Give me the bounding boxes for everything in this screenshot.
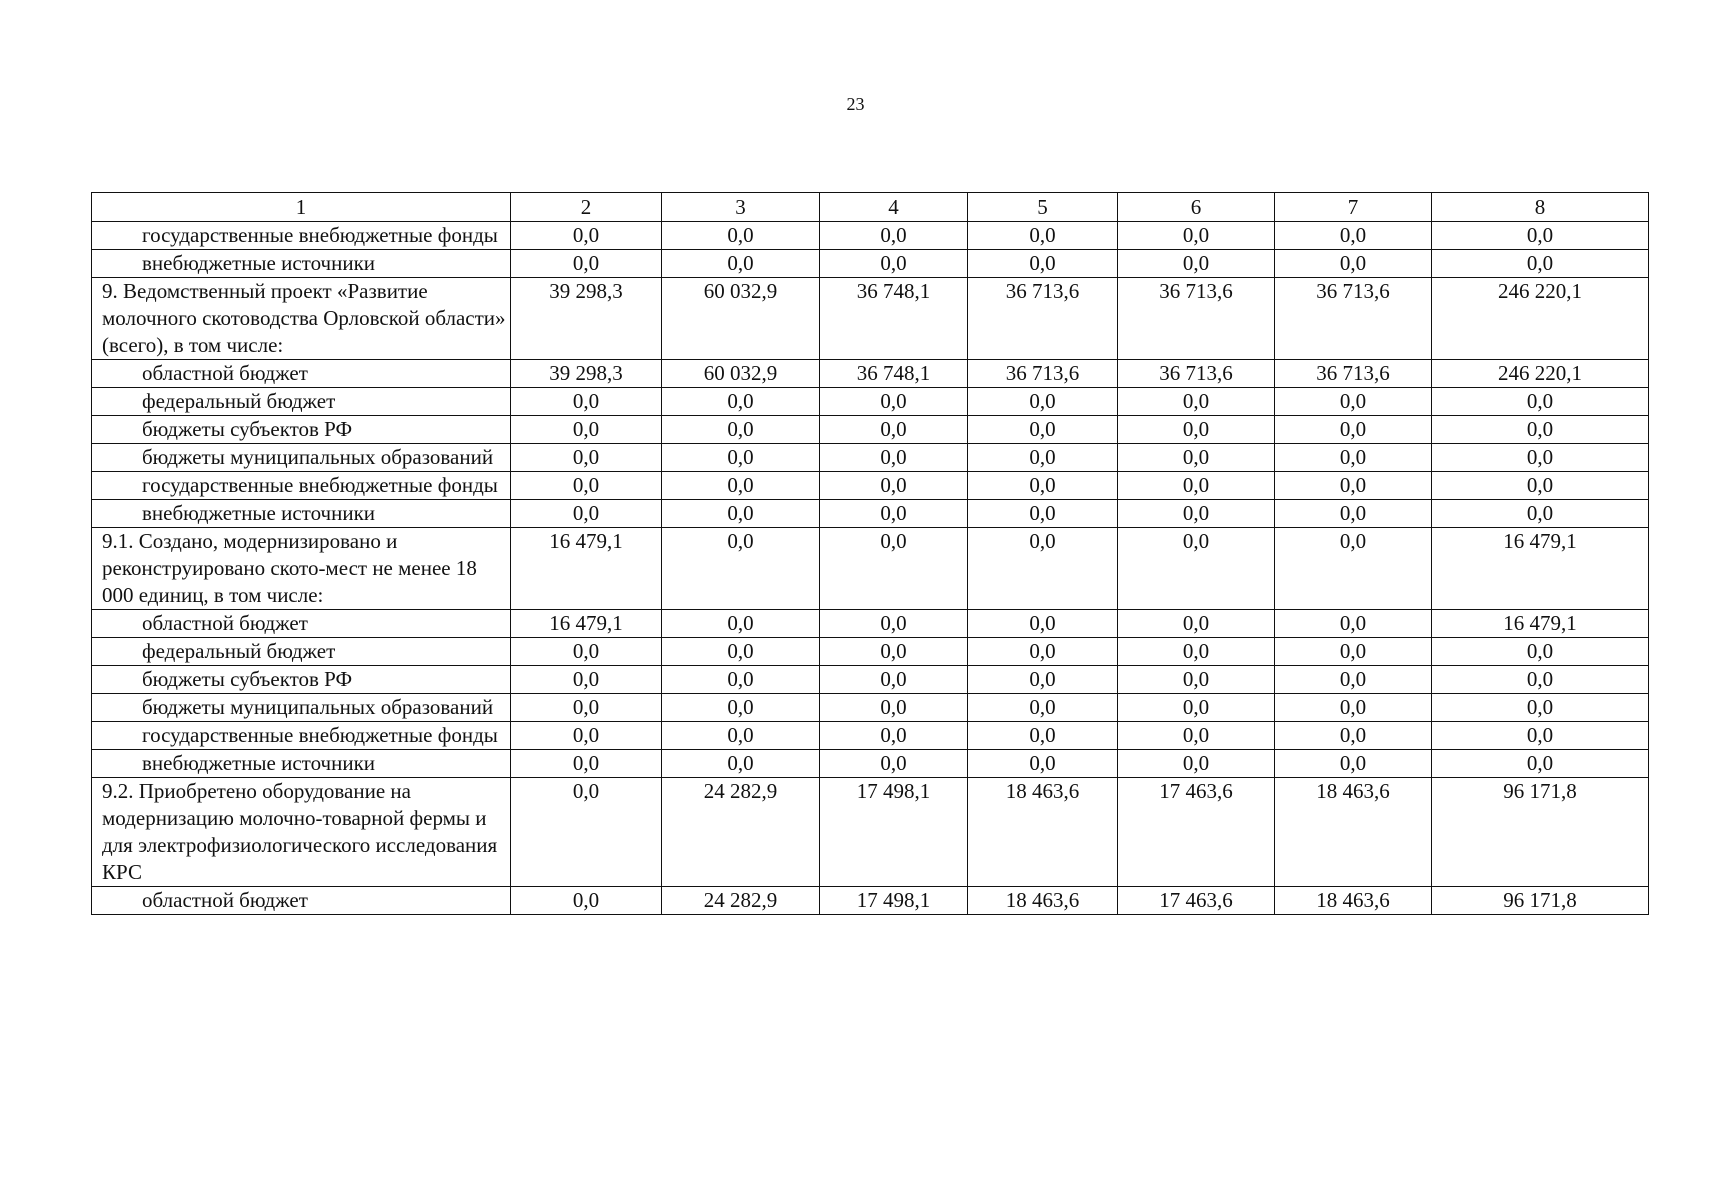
row-value-col-4: 0,0	[820, 388, 968, 416]
row-value-col-5: 0,0	[968, 500, 1118, 528]
row-value-col-2: 39 298,3	[511, 278, 662, 360]
column-header: 8	[1432, 193, 1649, 222]
row-value-col-5: 0,0	[968, 750, 1118, 778]
row-value-col-5: 0,0	[968, 610, 1118, 638]
row-value-col-8: 0,0	[1432, 666, 1649, 694]
row-value-col-6: 17 463,6	[1118, 778, 1275, 887]
row-value-col-5: 36 713,6	[968, 278, 1118, 360]
row-value-col-3: 24 282,9	[662, 887, 820, 915]
table-row	[92, 528, 1649, 610]
row-value-col-2: 0,0	[511, 222, 662, 250]
row-value-col-7: 0,0	[1275, 250, 1432, 278]
row-value-col-8: 0,0	[1432, 416, 1649, 444]
column-header: 3	[662, 193, 820, 222]
row-value-col-5: 36 713,6	[968, 360, 1118, 388]
row-value-col-2: 39 298,3	[511, 360, 662, 388]
row-value-col-6: 0,0	[1118, 388, 1275, 416]
table-row	[92, 444, 1649, 472]
budget-table	[91, 192, 1649, 915]
row-value-col-4: 17 498,1	[820, 778, 968, 887]
row-value-col-5: 0,0	[968, 250, 1118, 278]
row-value-col-2: 16 479,1	[511, 528, 662, 610]
row-value-col-6: 36 713,6	[1118, 278, 1275, 360]
row-value-col-7: 0,0	[1275, 638, 1432, 666]
row-value-col-4: 0,0	[820, 222, 968, 250]
row-value-col-4: 0,0	[820, 750, 968, 778]
row-value-col-2: 0,0	[511, 500, 662, 528]
row-value-col-5: 0,0	[968, 722, 1118, 750]
row-value-col-6: 0,0	[1118, 722, 1275, 750]
row-value-col-7: 0,0	[1275, 222, 1432, 250]
row-value-col-8: 96 171,8	[1432, 778, 1649, 887]
row-value-col-3: 0,0	[662, 528, 820, 610]
row-value-col-8: 0,0	[1432, 694, 1649, 722]
table-row	[92, 500, 1649, 528]
row-value-col-3: 0,0	[662, 472, 820, 500]
row-value-col-2: 0,0	[511, 388, 662, 416]
row-value-col-8: 0,0	[1432, 222, 1649, 250]
column-header: 4	[820, 193, 968, 222]
row-value-col-6: 0,0	[1118, 528, 1275, 610]
table-row	[92, 278, 1649, 360]
row-value-col-7: 0,0	[1275, 694, 1432, 722]
table-body	[92, 222, 1649, 915]
table-row	[92, 472, 1649, 500]
row-value-col-4: 0,0	[820, 666, 968, 694]
row-value-col-3: 0,0	[662, 638, 820, 666]
row-value-col-2: 16 479,1	[511, 610, 662, 638]
table-row	[92, 638, 1649, 666]
row-value-col-4: 0,0	[820, 500, 968, 528]
row-value-col-4: 0,0	[820, 722, 968, 750]
row-value-col-3: 0,0	[662, 750, 820, 778]
row-value-col-8: 0,0	[1432, 250, 1649, 278]
row-section-label: 9.2. Приобретено оборудование на модернизацию молочно-товарной фермы и для электрофизиологического исследования КРС	[92, 778, 511, 887]
table-row	[92, 666, 1649, 694]
row-value-col-4: 0,0	[820, 528, 968, 610]
row-value-col-3: 0,0	[662, 388, 820, 416]
row-source-label: федеральный бюджет	[92, 388, 511, 416]
row-value-col-6: 0,0	[1118, 666, 1275, 694]
row-value-col-7: 18 463,6	[1275, 887, 1432, 915]
row-source-label: областной бюджет	[92, 887, 511, 915]
row-value-col-3: 60 032,9	[662, 360, 820, 388]
row-source-label: внебюджетные источники	[92, 500, 511, 528]
table-row	[92, 778, 1649, 887]
row-value-col-3: 0,0	[662, 722, 820, 750]
row-value-col-3: 0,0	[662, 666, 820, 694]
row-source-label: бюджеты субъектов РФ	[92, 416, 511, 444]
row-value-col-6: 0,0	[1118, 250, 1275, 278]
row-value-col-6: 36 713,6	[1118, 360, 1275, 388]
row-value-col-4: 0,0	[820, 472, 968, 500]
row-value-col-5: 0,0	[968, 528, 1118, 610]
table-row	[92, 360, 1649, 388]
row-source-label: государственные внебюджетные фонды	[92, 472, 511, 500]
row-value-col-4: 0,0	[820, 444, 968, 472]
row-value-col-8: 0,0	[1432, 388, 1649, 416]
row-value-col-4: 17 498,1	[820, 887, 968, 915]
row-value-col-2: 0,0	[511, 250, 662, 278]
table-row	[92, 222, 1649, 250]
row-value-col-8: 16 479,1	[1432, 610, 1649, 638]
column-header: 6	[1118, 193, 1275, 222]
row-value-col-3: 0,0	[662, 416, 820, 444]
row-value-col-2: 0,0	[511, 472, 662, 500]
row-value-col-7: 0,0	[1275, 472, 1432, 500]
column-header: 2	[511, 193, 662, 222]
table-row	[92, 610, 1649, 638]
page-number: 23	[846, 94, 865, 114]
row-section-label: 9.1. Создано, модернизировано и реконструировано ското-мест не менее 18 000 единиц, в том числе:	[92, 528, 511, 610]
row-value-col-2: 0,0	[511, 750, 662, 778]
row-value-col-7: 0,0	[1275, 722, 1432, 750]
row-value-col-8: 96 171,8	[1432, 887, 1649, 915]
row-value-col-8: 0,0	[1432, 750, 1649, 778]
row-section-label: 9. Ведомственный проект «Развитие молочного скотоводства Орловской области» (всего), в том числе:	[92, 278, 511, 360]
row-value-col-6: 0,0	[1118, 500, 1275, 528]
row-value-col-4: 36 748,1	[820, 360, 968, 388]
row-value-col-8: 0,0	[1432, 722, 1649, 750]
row-source-label: областной бюджет	[92, 360, 511, 388]
row-source-label: федеральный бюджет	[92, 638, 511, 666]
row-value-col-3: 0,0	[662, 250, 820, 278]
row-value-col-7: 0,0	[1275, 750, 1432, 778]
row-value-col-2: 0,0	[511, 694, 662, 722]
row-value-col-4: 0,0	[820, 694, 968, 722]
row-value-col-7: 0,0	[1275, 666, 1432, 694]
row-value-col-5: 18 463,6	[968, 778, 1118, 887]
row-value-col-8: 246 220,1	[1432, 278, 1649, 360]
row-source-label: бюджеты субъектов РФ	[92, 666, 511, 694]
table-row	[92, 722, 1649, 750]
row-value-col-7: 18 463,6	[1275, 778, 1432, 887]
row-value-col-5: 0,0	[968, 472, 1118, 500]
table-row	[92, 750, 1649, 778]
row-value-col-2: 0,0	[511, 416, 662, 444]
row-value-col-3: 0,0	[662, 500, 820, 528]
table-row	[92, 694, 1649, 722]
row-value-col-3: 0,0	[662, 694, 820, 722]
row-value-col-6: 0,0	[1118, 444, 1275, 472]
row-value-col-6: 0,0	[1118, 416, 1275, 444]
row-value-col-7: 0,0	[1275, 388, 1432, 416]
table-row	[92, 388, 1649, 416]
row-value-col-2: 0,0	[511, 444, 662, 472]
column-header: 7	[1275, 193, 1432, 222]
row-value-col-3: 60 032,9	[662, 278, 820, 360]
table-row	[92, 416, 1649, 444]
row-value-col-6: 0,0	[1118, 222, 1275, 250]
table-row	[92, 250, 1649, 278]
row-value-col-5: 0,0	[968, 222, 1118, 250]
row-value-col-7: 0,0	[1275, 416, 1432, 444]
row-value-col-2: 0,0	[511, 887, 662, 915]
row-source-label: внебюджетные источники	[92, 750, 511, 778]
row-value-col-7: 0,0	[1275, 528, 1432, 610]
row-value-col-8: 0,0	[1432, 500, 1649, 528]
row-value-col-4: 0,0	[820, 610, 968, 638]
row-value-col-7: 0,0	[1275, 610, 1432, 638]
row-value-col-3: 0,0	[662, 222, 820, 250]
row-value-col-8: 0,0	[1432, 472, 1649, 500]
row-value-col-6: 0,0	[1118, 694, 1275, 722]
row-value-col-2: 0,0	[511, 638, 662, 666]
row-value-col-3: 0,0	[662, 610, 820, 638]
row-value-col-4: 0,0	[820, 416, 968, 444]
row-source-label: бюджеты муниципальных образований	[92, 444, 511, 472]
row-value-col-5: 0,0	[968, 638, 1118, 666]
column-header: 5	[968, 193, 1118, 222]
row-value-col-4: 0,0	[820, 638, 968, 666]
row-value-col-3: 24 282,9	[662, 778, 820, 887]
row-source-label: государственные внебюджетные фонды	[92, 222, 511, 250]
row-value-col-5: 0,0	[968, 388, 1118, 416]
row-value-col-6: 0,0	[1118, 750, 1275, 778]
table-row	[92, 887, 1649, 915]
row-source-label: государственные внебюджетные фонды	[92, 722, 511, 750]
row-value-col-6: 0,0	[1118, 638, 1275, 666]
row-value-col-3: 0,0	[662, 444, 820, 472]
row-value-col-2: 0,0	[511, 778, 662, 887]
row-value-col-7: 36 713,6	[1275, 360, 1432, 388]
row-value-col-7: 0,0	[1275, 444, 1432, 472]
row-value-col-6: 17 463,6	[1118, 887, 1275, 915]
row-value-col-2: 0,0	[511, 722, 662, 750]
row-value-col-2: 0,0	[511, 666, 662, 694]
row-value-col-6: 0,0	[1118, 472, 1275, 500]
row-source-label: бюджеты муниципальных образований	[92, 694, 511, 722]
row-value-col-5: 0,0	[968, 694, 1118, 722]
row-value-col-8: 16 479,1	[1432, 528, 1649, 610]
row-value-col-6: 0,0	[1118, 610, 1275, 638]
row-value-col-4: 36 748,1	[820, 278, 968, 360]
table-header-row	[92, 193, 1649, 222]
row-value-col-5: 18 463,6	[968, 887, 1118, 915]
row-source-label: областной бюджет	[92, 610, 511, 638]
row-value-col-7: 0,0	[1275, 500, 1432, 528]
row-value-col-5: 0,0	[968, 444, 1118, 472]
row-source-label: внебюджетные источники	[92, 250, 511, 278]
row-value-col-8: 0,0	[1432, 444, 1649, 472]
row-value-col-8: 0,0	[1432, 638, 1649, 666]
row-value-col-5: 0,0	[968, 416, 1118, 444]
row-value-col-7: 36 713,6	[1275, 278, 1432, 360]
column-header: 1	[92, 193, 511, 222]
row-value-col-4: 0,0	[820, 250, 968, 278]
row-value-col-5: 0,0	[968, 666, 1118, 694]
row-value-col-8: 246 220,1	[1432, 360, 1649, 388]
